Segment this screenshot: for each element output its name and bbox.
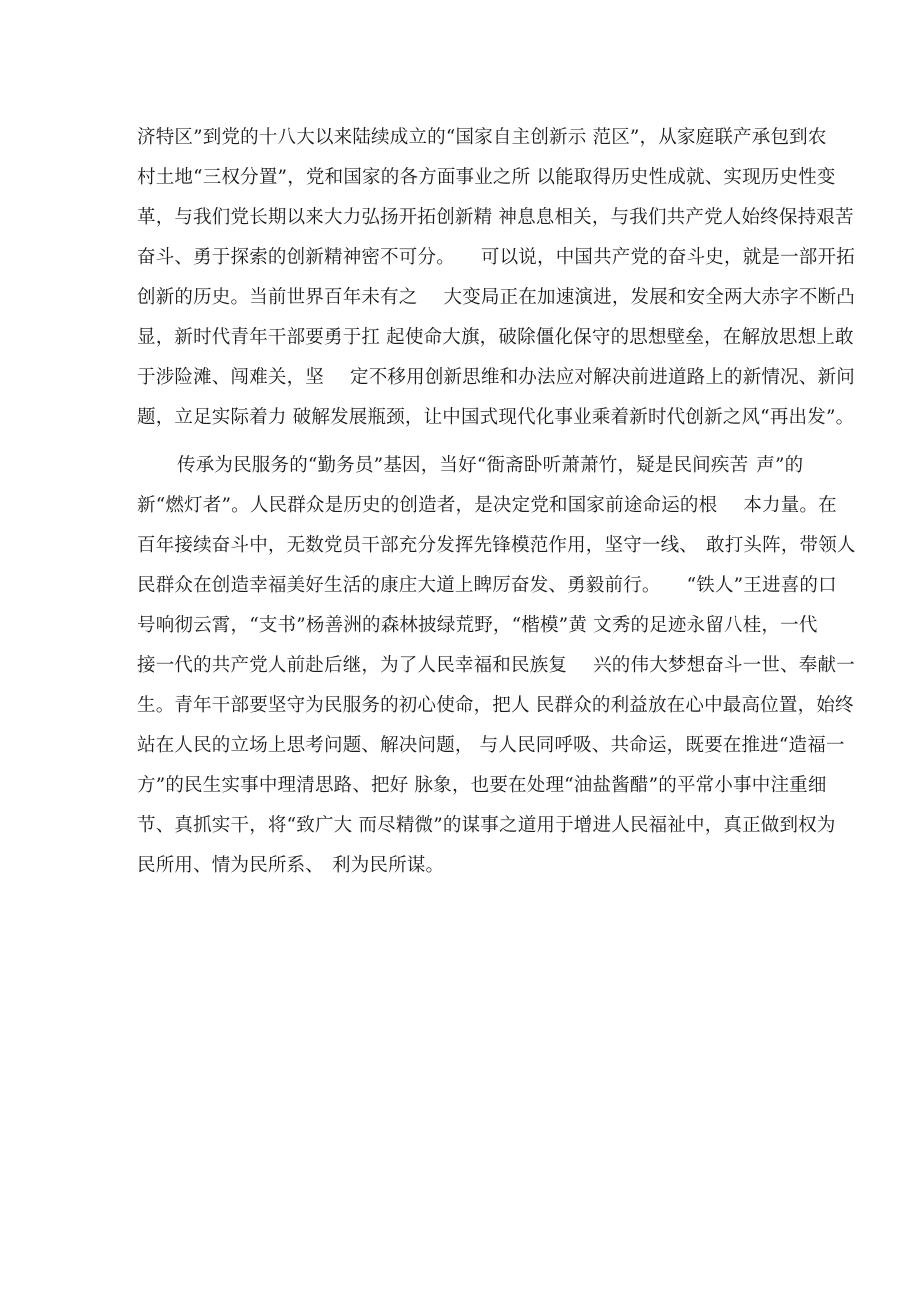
document-body bbox=[137, 118, 856, 886]
text-line bbox=[137, 686, 854, 726]
text-run: 利为民所谋。 bbox=[332, 855, 445, 876]
text-line bbox=[137, 526, 856, 566]
text-run: 奋斗、勇于探索的创新精神密不可分。 bbox=[137, 247, 455, 268]
text-line bbox=[137, 318, 854, 358]
text-run: 新“燃灯者”。人民群众是历史的创造者，是决定党和国家前途命运的根 bbox=[137, 495, 718, 516]
text-run: 定不移用创新思维和办法应对解决前进道路上的新情况、新问 bbox=[350, 367, 855, 388]
text-run: 传承为民服务的“勤务员”基因，当好“衙斋卧听萧萧竹，疑是民间疾苦 bbox=[177, 455, 749, 476]
text-run: 大变局正在加速演进，发展和安全两大赤字不断凸 bbox=[443, 287, 855, 308]
text-run: “铁人”王进喜的口 bbox=[686, 575, 837, 596]
text-run: 本力量。在 bbox=[743, 495, 837, 516]
text-line bbox=[137, 846, 797, 886]
text-run: 村土地“三权分置”，党和国家的各方面事业之所 以能取得历史性成就、实现历史性变 bbox=[137, 167, 836, 188]
text-run: 号响彻云霄，“支书”杨善洲的森林披绿荒野，“楷模”黄 文秀的足迹永留八桂，一代 bbox=[137, 615, 818, 636]
text-line bbox=[137, 606, 818, 646]
text-line bbox=[137, 198, 854, 238]
text-line bbox=[137, 238, 855, 278]
text-line bbox=[137, 806, 836, 846]
text-run: 题，立足实际着力 破解发展瓶颈，让中国式现代化事业乘着新时代创新之风“再出发”。 bbox=[137, 407, 855, 428]
text-line bbox=[137, 446, 804, 486]
text-line bbox=[137, 158, 836, 198]
text-line bbox=[137, 566, 837, 606]
text-run: 节、真抓实干，将“致广大 而尽精微”的谋事之道用于增进人民福祉中，真正做到权为 bbox=[137, 815, 836, 836]
text-line bbox=[137, 358, 855, 398]
text-run: 百年接续奋斗中，无数党员干部充分发挥先锋模范作用，坚守一线、 bbox=[137, 535, 699, 556]
text-line bbox=[137, 646, 855, 686]
text-run: 兴的伟大梦想奋斗一世、奉献一 bbox=[593, 655, 855, 676]
text-run: 敢打头阵，带领人 bbox=[706, 535, 856, 556]
text-run: 生。青年干部要坚守为民服务的初心使命，把人 民群众的利益放在心中最高位置，始终 bbox=[137, 695, 854, 716]
text-run: 民所用、情为民所系、 bbox=[137, 855, 325, 876]
text-line bbox=[137, 398, 855, 438]
text-run: 民群众在创造幸福美好生活的康庄大道上睥厉奋发、勇毅前行。 bbox=[137, 575, 661, 596]
paragraph-innovation bbox=[137, 118, 855, 438]
paragraph-service bbox=[137, 446, 856, 886]
text-line bbox=[137, 118, 827, 158]
text-run: 接一代的共产党人前赴后继，为了人民幸福和民族复 bbox=[137, 655, 568, 676]
text-line bbox=[137, 486, 837, 526]
text-run: 创新的历史。当前世界百年未有之 bbox=[137, 287, 418, 308]
text-line bbox=[137, 726, 845, 766]
text-line bbox=[137, 766, 827, 806]
text-run: 革，与我们党长期以来大力弘扬开拓创新精 神息息相关，与我们共产党人始终保持艰苦 bbox=[137, 207, 854, 228]
text-run: 站在人民的立场上思考问题、解决问题， 与人民同呼吸、共命运，既要在推进“造福一 bbox=[137, 735, 845, 756]
text-run: 方”的民生实事中理清思路、把好 脉象，也要在处理“油盐酱醋”的平常小事中注重细 bbox=[137, 775, 827, 796]
text-run: 显，新时代青年干部要勇于扛 起使命大旗，破除僵化保守的思想壁垒，在解放思想上敢 bbox=[137, 327, 854, 348]
text-run: 济特区”到党的十八大以来陆续成立的“国家自主创新示 范区”，从家庭联产承包到农 bbox=[137, 127, 827, 148]
text-run: 可以说，中国共产党的奋斗史，就是一部开拓 bbox=[480, 247, 855, 268]
text-run: 声”的 bbox=[756, 455, 804, 476]
text-run: 于涉险滩、闯难关，坚 bbox=[137, 367, 325, 388]
text-line bbox=[137, 278, 855, 318]
